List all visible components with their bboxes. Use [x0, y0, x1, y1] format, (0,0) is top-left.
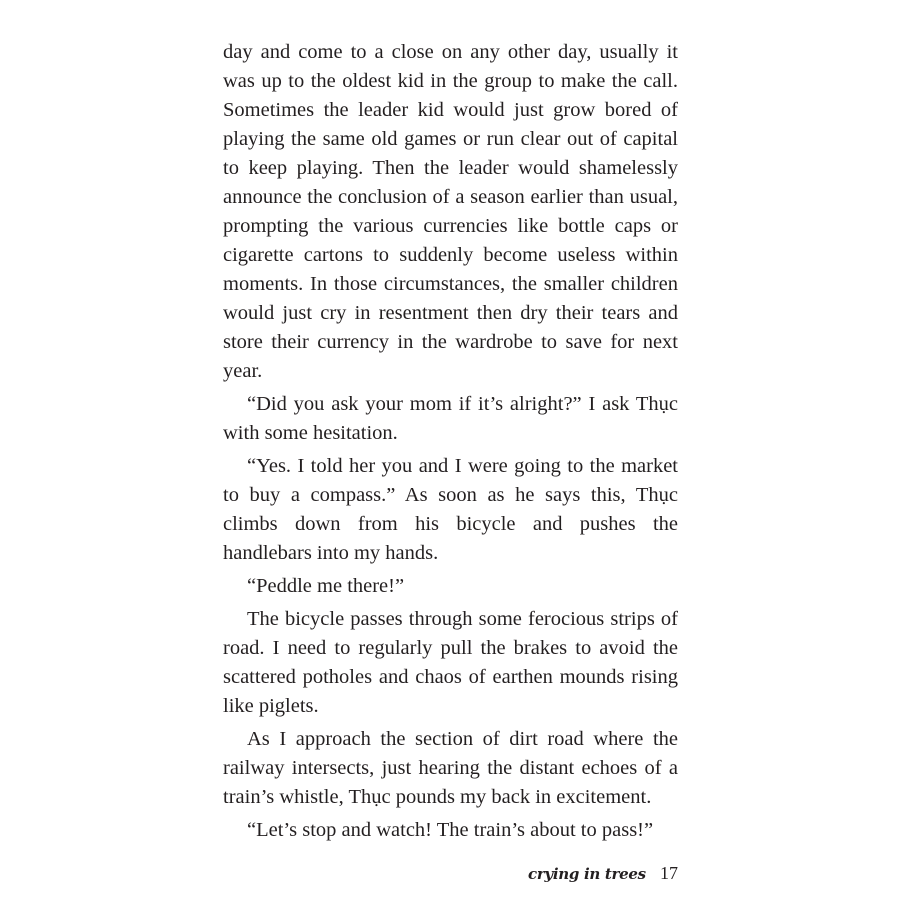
page-footer [0, 862, 678, 885]
paragraph-dialogue-yes: “Yes. I told her you and I were going to the market to buy a compass.” As soon as he says this, Thục climbs down from his bicycle and pushes the handlebars into my hands. [223, 455, 678, 564]
page-body [223, 38, 678, 849]
paragraph-dialogue-stop: “Let’s stop and watch! The train’s about to pass!” [247, 819, 654, 841]
running-book-title: crying in trees [527, 865, 646, 883]
paragraph-dialogue-peddle: “Peddle me there!” [247, 575, 405, 597]
paragraph-continued: day and come to a close on any other day, usually it was up to the oldest kid in the group to make the call. Sometimes the leader kid would just grow bored of playing the same old games or run clear out of capital to keep playing. Then the leader would shamelessly announce the conclusion of a season earlier than usual, prompting the various currencies like bottle caps or cigarette cartons to suddenly become useless within moments. In those circumstances, the smaller children would just cry in resentment then dry their tears and store their currency in the wardrobe to save for next year. [223, 41, 678, 382]
paragraph-bicycle: The bicycle passes through some ferocious strips of road. I need to regularly pull the brakes to avoid the scattered potholes and chaos of earthen mounds rising like piglets. [223, 608, 678, 717]
paragraph-railway: As I approach the section of dirt road where the railway intersects, just hearing the distant echoes of a train’s whistle, Thục pounds my back in excitement. [223, 728, 678, 808]
paragraph-dialogue-ask: “Did you ask your mom if it’s alright?” I ask Thục with some hesitation. [223, 393, 678, 444]
page-number: 17 [660, 863, 678, 883]
